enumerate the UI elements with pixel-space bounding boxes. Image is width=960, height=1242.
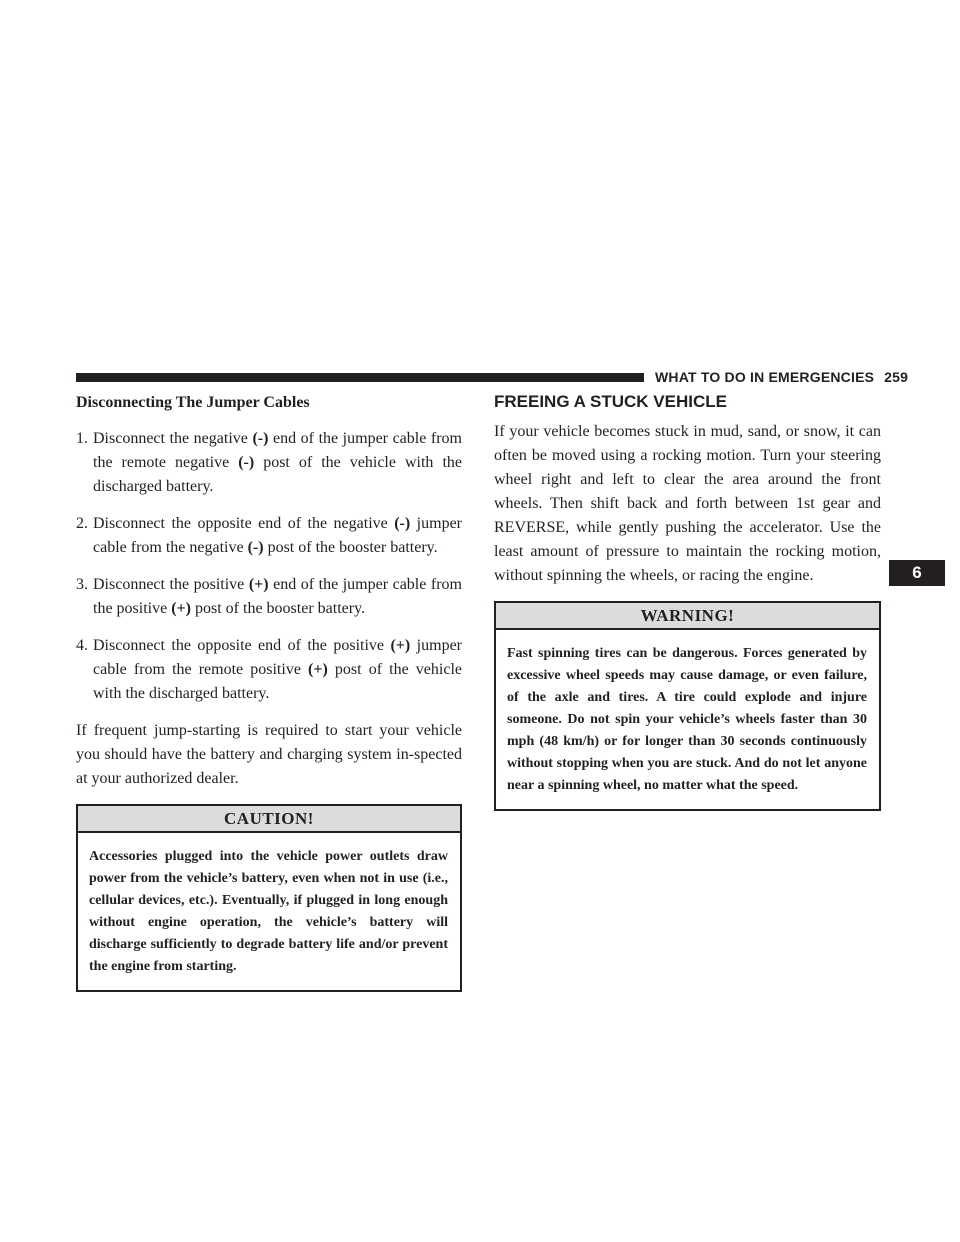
chapter-tab: 6 [889,560,945,586]
header-rule [76,373,644,382]
steps-list [76,427,462,706]
caution-title: CAUTION! [78,806,460,833]
polarity-symbol: (+) [308,661,328,678]
left-column [76,392,462,992]
list-item [76,427,462,499]
body-paragraph: If frequent jump-starting is required to start your vehicle you should have the battery and charging system in-spected at your authorized dealer. [76,722,462,787]
step-text: end of the jumper cable from the remote negative [93,430,462,471]
right-column [494,391,881,811]
polarity-symbol: (-) [394,515,411,532]
header-section-title: WHAT TO DO IN EMERGENCIES [655,369,875,385]
caution-text: Accessories plugged into the vehicle power outlets draw power from the vehicle’s battery, even when not in use (i.e., cellular devices, etc.). Eventually, if plugged in long enough without engine operation, the vehicle’s battery will discharge sufficiently to degrade battery life and/or prevent the engine from starting. [89,849,448,974]
step-text: Disconnect the opposite end of the negative [93,515,395,532]
polarity-symbol: (-) [238,454,255,471]
step-number: 3. [76,576,88,593]
polarity-symbol: (-) [252,430,269,447]
list-item [76,573,462,621]
list-item [76,634,462,706]
step-text: Disconnect the negative [93,430,253,447]
polarity-symbol: (+) [171,600,191,617]
list-item [76,512,462,560]
step-text: Disconnect the opposite end of the positive [93,637,391,654]
page-number: 259 [884,369,909,385]
step-text: end of the jumper cable from the positive [93,576,462,617]
step-text: post of the booster battery. [191,600,366,617]
step-number: 2. [76,515,88,532]
body-paragraph: If your vehicle becomes stuck in mud, sand, or snow, it can often be moved using a rocking motion. Turn your steering wheel right and left to clear the area around the front wheels. Then shift back and forth between 1st gear and REVERSE, while gently pushing the accelerator. Use the least amount of pressure to maintain the rocking motion, without spinning the wheels, or racing the engine. [494,423,881,584]
step-number: 1. [76,430,88,447]
polarity-symbol: (-) [247,539,264,556]
section-title: FREEING A STUCK VEHICLE [494,392,727,411]
running-header [655,369,908,385]
step-text: jumper cable from the negative [93,515,462,556]
step-text: post of the booster battery. [263,539,438,556]
step-text: post of the vehicle with the discharged battery. [93,454,462,495]
step-number: 4. [76,637,88,654]
polarity-symbol: (+) [390,637,411,654]
warning-box [494,601,881,811]
warning-text: Fast spinning tires can be dangerous. Forces generated by excessive wheel speeds may cause damage, or even failure, of the axle and tires. A tire could explode and injure someone. Do not spin your vehicle’s wheels faster than 30 mph (48 km/h) or for longer than 30 seconds continuously without stopping when you are stuck. And do not let anyone near a spinning wheel, no matter what the speed. [507,646,867,793]
subheading: Disconnecting The Jumper Cables [76,394,310,411]
step-text: post of the vehicle with the discharged battery. [93,661,462,702]
step-text: Disconnect the positive [93,576,249,593]
warning-title: WARNING! [496,603,879,630]
polarity-symbol: (+) [248,576,269,593]
caution-box [76,804,462,992]
step-text: jumper cable from the remote positive [93,637,462,678]
